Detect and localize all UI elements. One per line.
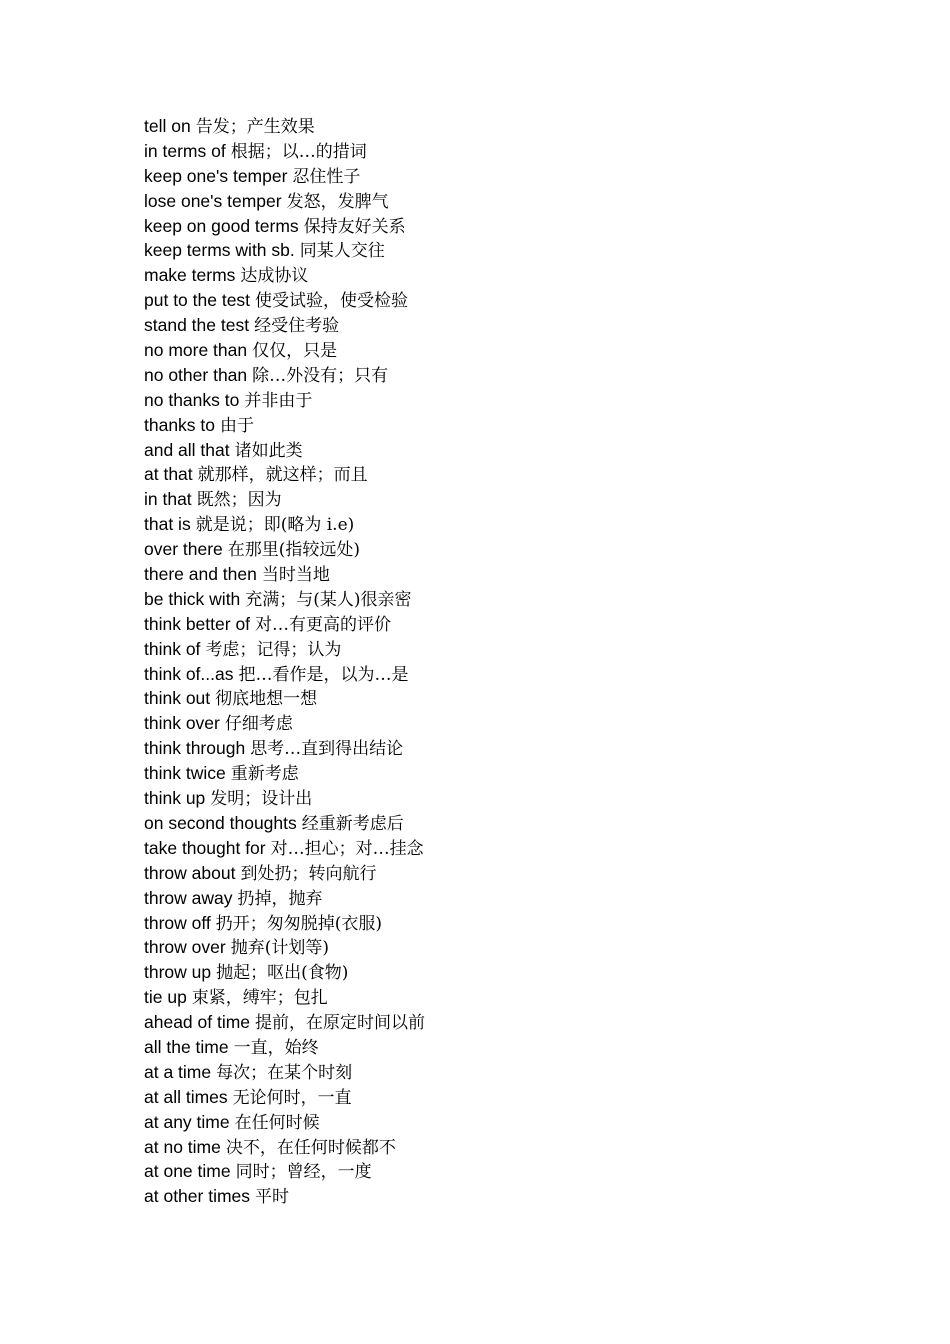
phrase-english: throw over xyxy=(144,937,226,958)
phrase-entry xyxy=(144,1060,425,1085)
phrase-entry xyxy=(144,562,425,587)
phrase-entry xyxy=(144,736,425,761)
phrase-english: be thick with xyxy=(144,588,241,609)
phrase-chinese: 除…外没有；只有 xyxy=(252,365,389,386)
phrase-entry xyxy=(144,1159,425,1184)
phrase-entry xyxy=(144,911,425,936)
phrase-chinese: 同时；曾经，一度 xyxy=(235,1162,372,1183)
phrase-english: think over xyxy=(144,713,220,734)
phrase-entry xyxy=(144,238,425,263)
phrase-entry xyxy=(144,935,425,960)
phrase-chinese: 无论何时，一直 xyxy=(232,1087,352,1108)
phrase-chinese: 到处扔；转向航行 xyxy=(240,863,377,884)
phrase-entry xyxy=(144,438,425,463)
phrase-chinese: 思考…直到得出结论 xyxy=(250,739,404,760)
phrase-english: all the time xyxy=(144,1036,229,1057)
phrase-english: no thanks to xyxy=(144,389,240,410)
phrase-chinese: 保持友好关系 xyxy=(303,216,406,237)
phrase-entry xyxy=(144,960,425,985)
phrase-chinese: 根据；以…的措词 xyxy=(230,141,367,162)
phrase-english: keep terms with sb. xyxy=(144,240,295,261)
phrase-english: at all times xyxy=(144,1086,228,1107)
phrase-english: over there xyxy=(144,539,223,560)
phrase-english: tell on xyxy=(144,116,191,136)
phrase-chinese: 提前，在原定时间以前 xyxy=(255,1013,426,1034)
phrase-english: keep one's temper xyxy=(144,165,288,186)
phrase-english: throw up xyxy=(144,962,212,983)
phrase-english: think through xyxy=(144,738,246,759)
phrase-chinese: 发明；设计出 xyxy=(210,789,313,810)
phrase-chinese: 一直，始终 xyxy=(233,1037,319,1058)
phrase-english: at a time xyxy=(144,1061,212,1082)
phrase-entry xyxy=(144,164,425,189)
phrase-chinese: 重新考虑 xyxy=(230,764,299,785)
phrase-entry xyxy=(144,662,425,687)
phrase-entry xyxy=(144,1135,425,1160)
phrase-chinese: 经受住考验 xyxy=(254,316,340,337)
phrase-chinese: 就是说；即(略为 i.e) xyxy=(195,515,355,536)
phrase-chinese: 在那里(指较远处) xyxy=(227,540,361,561)
phrase-english: throw away xyxy=(144,887,233,908)
phrase-chinese: 束紧，缚牢；包扎 xyxy=(191,988,328,1009)
phrase-english: put to the test xyxy=(144,290,251,311)
phrase-english: make terms xyxy=(144,265,236,286)
phrase-entry xyxy=(144,537,425,562)
phrase-entry xyxy=(144,1085,425,1110)
phrase-entry xyxy=(144,637,425,662)
phrase-chinese: 既然；因为 xyxy=(196,490,282,511)
phrase-chinese: 充满；与(某人)很亲密 xyxy=(245,589,412,610)
phrase-entry xyxy=(144,114,425,139)
phrase-entry xyxy=(144,786,425,811)
phrase-chinese: 告发；产生效果 xyxy=(195,117,315,137)
phrase-english: think of...as xyxy=(144,663,234,684)
phrase-english: no other than xyxy=(144,364,248,385)
phrase-english: stand the test xyxy=(144,315,250,336)
phrase-entry xyxy=(144,313,425,338)
phrase-chinese: 对…有更高的评价 xyxy=(255,614,392,635)
phrase-english: on second thoughts xyxy=(144,812,297,833)
phrase-chinese: 在任何时候 xyxy=(234,1112,320,1133)
phrase-entry xyxy=(144,1010,425,1035)
phrase-entry xyxy=(144,462,425,487)
phrase-entry xyxy=(144,139,425,164)
phrase-english: take thought for xyxy=(144,837,266,858)
phrase-entry xyxy=(144,612,425,637)
phrase-chinese: 抛起；呕出(食物) xyxy=(216,963,349,984)
phrase-entry xyxy=(144,288,425,313)
phrase-entry xyxy=(144,1184,425,1209)
phrase-entry xyxy=(144,985,425,1010)
phrase-english: think twice xyxy=(144,763,226,784)
phrase-english: think up xyxy=(144,788,206,809)
phrase-entry xyxy=(144,587,425,612)
phrase-chinese: 就那样，就这样；而且 xyxy=(197,465,368,486)
phrase-english: keep on good terms xyxy=(144,215,299,236)
phrase-english: lose one's temper xyxy=(144,190,282,211)
phrase-entry xyxy=(144,1035,425,1060)
phrase-chinese: 平时 xyxy=(255,1187,290,1208)
phrase-chinese: 当时当地 xyxy=(261,565,330,586)
phrase-english: in terms of xyxy=(144,140,226,161)
phrase-chinese: 每次；在某个时刻 xyxy=(216,1062,353,1083)
phrase-entry xyxy=(144,836,425,861)
phrase-english: think better of xyxy=(144,613,251,634)
phrase-english: throw off xyxy=(144,912,211,933)
phrase-english: and all that xyxy=(144,439,230,460)
phrase-entry xyxy=(144,487,425,512)
phrase-entry xyxy=(144,811,425,836)
phrase-chinese: 忍住性子 xyxy=(292,166,361,187)
phrase-entry xyxy=(144,861,425,886)
phrase-english: think out xyxy=(144,688,211,709)
phrase-entry xyxy=(144,761,425,786)
phrase-chinese: 并非由于 xyxy=(244,390,313,411)
phrase-english: at any time xyxy=(144,1111,230,1132)
phrase-english: there and then xyxy=(144,564,257,585)
phrase-english: ahead of time xyxy=(144,1012,251,1033)
phrase-entry xyxy=(144,711,425,736)
phrase-chinese: 考虑；记得；认为 xyxy=(205,639,342,660)
phrase-english: no more than xyxy=(144,340,248,361)
phrase-entry xyxy=(144,686,425,711)
phrase-entry xyxy=(144,1110,425,1135)
phrase-english: at one time xyxy=(144,1161,231,1182)
phrase-entry xyxy=(144,512,425,537)
phrase-english: thanks to xyxy=(144,414,216,435)
phrase-chinese: 扔掉，抛弃 xyxy=(237,888,323,909)
phrase-english: at no time xyxy=(144,1136,221,1157)
phrase-english: throw about xyxy=(144,862,236,883)
phrase-entry xyxy=(144,886,425,911)
phrase-list xyxy=(144,114,425,1209)
phrase-chinese: 诸如此类 xyxy=(234,440,303,461)
phrase-chinese: 彻底地想一想 xyxy=(215,689,318,710)
phrase-english: at that xyxy=(144,464,193,485)
phrase-entry xyxy=(144,214,425,239)
phrase-chinese: 使受试验，使受检验 xyxy=(255,291,409,312)
phrase-chinese: 把…看作是，以为…是 xyxy=(238,664,409,685)
phrase-entry xyxy=(144,189,425,214)
phrase-english: that is xyxy=(144,514,191,535)
phrase-chinese: 由于 xyxy=(220,415,255,436)
phrase-entry xyxy=(144,263,425,288)
phrase-chinese: 达成协议 xyxy=(240,266,309,287)
phrase-entry xyxy=(144,338,425,363)
phrase-chinese: 抛弃(计划等) xyxy=(230,938,329,959)
phrase-english: tie up xyxy=(144,987,187,1008)
phrase-chinese: 决不，在任何时候都不 xyxy=(225,1137,396,1158)
phrase-chinese: 仅仅，只是 xyxy=(252,341,338,362)
phrase-entry xyxy=(144,388,425,413)
phrase-chinese: 扔开；匆匆脱掉(衣服) xyxy=(215,913,383,934)
phrase-english: in that xyxy=(144,489,192,510)
phrase-chinese: 对…担心；对…挂念 xyxy=(270,838,424,859)
phrase-chinese: 发怒，发脾气 xyxy=(286,191,389,212)
phrase-entry xyxy=(144,413,425,438)
phrase-chinese: 仔细考虑 xyxy=(224,714,293,735)
phrase-english: think of xyxy=(144,638,201,659)
phrase-english: at other times xyxy=(144,1186,251,1207)
phrase-chinese: 经重新考虑后 xyxy=(301,813,404,834)
phrase-entry xyxy=(144,363,425,388)
phrase-chinese: 同某人交往 xyxy=(299,241,385,262)
